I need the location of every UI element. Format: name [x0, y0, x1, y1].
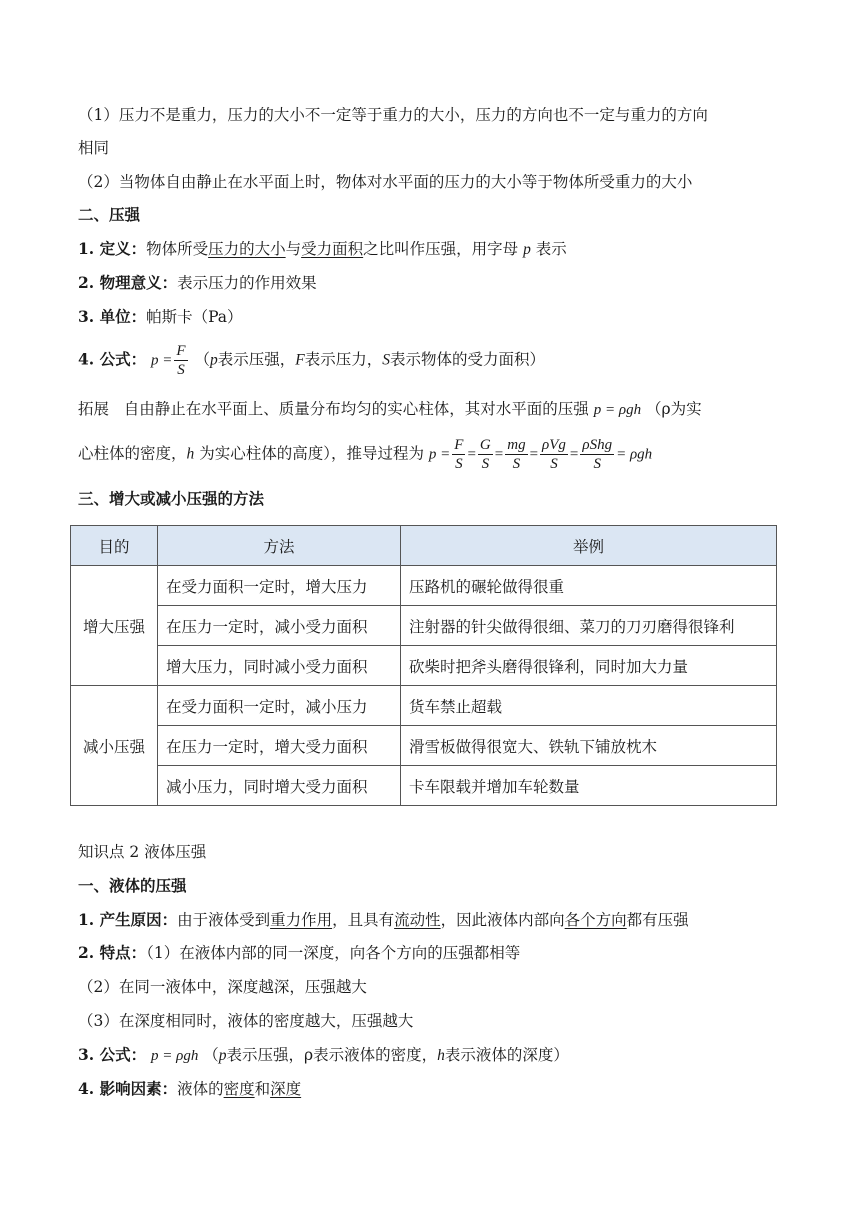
factors-text-2: 和: [254, 1080, 271, 1098]
example-cell: 卡车限载并增加车轮数量: [401, 766, 777, 806]
extension-line-1: [78, 398, 702, 421]
formula-note-text-1: 表示压强，: [217, 350, 296, 369]
derivation-fraction-1: $\frac{F}{S}$: [454, 437, 464, 472]
example-cell: 货车禁止超载: [401, 686, 777, 726]
cause-text-4: 都有压强: [626, 911, 689, 929]
formula-note-open: （: [194, 350, 211, 369]
definition-underline-1: 压力的大小: [208, 240, 286, 258]
unit-label: 3. 单位：: [78, 307, 147, 326]
factors-underline-1: 密度: [223, 1080, 255, 1098]
definition-text-4: 表示: [535, 240, 567, 258]
table-header-row: [71, 526, 777, 566]
table-row: [71, 686, 777, 726]
example-cell: 滑雪板做得很宽大、铁轨下铺放枕木: [401, 726, 777, 766]
extension-text-1: 自由静止在水平面上、质量分布均匀的实心柱体，其对水平面的压强: [123, 400, 589, 418]
feature-3: （3）在深度相同时，液体的密度越大，压强越大: [78, 1012, 414, 1030]
extension-h: h: [186, 445, 195, 463]
definition-line: [78, 238, 567, 261]
example-cell: 压路机的碾轮做得很重: [401, 566, 777, 606]
note-1-line-1: （1）压力不是重力，压力的大小不一定等于重力的大小，压力的方向也不一定与重力的方向: [78, 106, 708, 124]
formula-note-p: p: [210, 351, 218, 369]
example-cell: 砍柴时把斧头磨得很锋利，同时加大力量: [401, 646, 777, 686]
factors-label: 4. 影响因素：: [78, 1079, 178, 1098]
method-cell: 增大压力，同时减小受力面积: [158, 646, 401, 686]
extension-text-2: （ρ为实: [646, 400, 702, 418]
unit-line: [78, 306, 243, 328]
liquid-pressure-subtitle: 一、液体的压强: [78, 876, 187, 895]
definition-text-2: 与: [285, 240, 302, 258]
factors-underline-2: 深度: [270, 1080, 302, 1098]
cause-underline-3: 各个方向: [564, 911, 627, 929]
cause-underline-2: 流动性: [394, 911, 441, 929]
method-cell: 在受力面积一定时，减小压力: [158, 686, 401, 726]
derivation-end: = ρgh: [616, 446, 653, 463]
factors-line: [78, 1078, 301, 1100]
formula-note-f: F: [295, 351, 305, 369]
table-row: [71, 646, 777, 686]
purpose-increase: 增大压强: [71, 566, 158, 686]
liquid-formula-note-p: p: [218, 1047, 227, 1064]
note-1-line-2: 相同: [78, 139, 110, 157]
header-purpose: 目的: [71, 526, 158, 566]
formula-lhs: p =: [151, 352, 173, 369]
cause-text-3: ，因此液体内部向: [440, 911, 565, 929]
method-cell: 在压力一定时，减小受力面积: [158, 606, 401, 646]
formula-label: 4. 公式：: [78, 349, 147, 369]
derivation-fraction-5: $\frac{\text{ρShg}}{S}$: [582, 437, 613, 472]
unit-text: 帕斯卡（Pa）: [146, 308, 243, 326]
meaning-label: 2. 物理意义：: [78, 273, 178, 292]
meaning-line: [78, 272, 317, 294]
extension-text-4: 为实心柱体的高度），推导过程为: [199, 444, 424, 463]
knowledge-point-2-title: 知识点 2 液体压强: [78, 843, 207, 861]
definition-underline-2: 受力面积: [301, 240, 364, 258]
definition-text-1: 物体所受: [146, 240, 209, 258]
method-cell: 在受力面积一定时，增大压力: [158, 566, 401, 606]
factors-text-1: 液体的: [177, 1080, 224, 1098]
pressure-methods-table: [70, 525, 777, 806]
derivation-fraction-4: $\frac{\text{ρVg}}{S}$: [542, 437, 566, 472]
extension-line-2: 心柱体的密度，h 为实心柱体的高度），推导过程为 p = $\frac{F}{S}$ = $\frac{G}{S}$ = $\frac{mg}{S}$ = $\frac{\text{ρVg}}{S}$ = $\frac{\text{ρShg}}{S}$ = ρgh: [78, 437, 653, 472]
method-cell: 减小压力，同时增大受力面积: [158, 766, 401, 806]
formula-numerator: F: [176, 343, 186, 359]
table-row: [71, 766, 777, 806]
definition-text-3: 之比叫作压强，用字母: [363, 240, 519, 258]
formula-note-s: S: [382, 351, 391, 369]
liquid-formula-note-open: （: [203, 1046, 219, 1064]
formula-line: [78, 342, 545, 379]
liquid-formula-line: [78, 1044, 569, 1067]
formula-note-text-2: 表示压力，: [304, 350, 383, 369]
formula-fraction: [174, 342, 187, 379]
definition-symbol: p: [523, 241, 531, 258]
derivation-fraction-2: $\frac{G}{S}$: [479, 437, 491, 472]
cause-underline-1: 重力作用: [270, 911, 333, 929]
cause-text-2: ，且具有: [332, 911, 395, 929]
derivation-lhs: p =: [428, 446, 451, 463]
feature-2: （2）在同一液体中，深度越深，压强越大: [78, 978, 367, 996]
extension-formula: p = ρgh: [593, 402, 642, 418]
formula-denominator: S: [177, 362, 185, 378]
header-example: 举例: [401, 526, 777, 566]
liquid-formula-note-h: h: [437, 1047, 445, 1064]
table-row: [71, 726, 777, 766]
method-cell: 在压力一定时，增大受力面积: [158, 726, 401, 766]
meaning-text: 表示压力的作用效果: [177, 274, 317, 292]
derivation-fraction-3: $\frac{mg}{S}$: [507, 437, 526, 472]
header-method: 方法: [158, 526, 401, 566]
liquid-formula-note-text-1: 表示压强，ρ表示液体的密度，: [226, 1046, 438, 1064]
liquid-formula: p = ρgh: [151, 1048, 199, 1064]
cause-line: [78, 909, 689, 931]
definition-label: 1. 定义：: [78, 239, 147, 258]
formula-note-text-3: 表示物体的受力面积）: [390, 350, 546, 369]
liquid-formula-note-text-2: 表示液体的深度）: [444, 1046, 569, 1064]
feature-label: 2. 特点：: [78, 943, 147, 962]
table-row: [71, 566, 777, 606]
table-row: [71, 606, 777, 646]
liquid-formula-label: 3. 公式：: [78, 1045, 147, 1064]
section-2-title: 二、压强: [78, 205, 141, 224]
feature-1: （1）在液体内部的同一深度，向各个方向的压强都相等: [146, 944, 521, 962]
feature-line-1: [78, 942, 520, 964]
purpose-decrease: 减小压强: [71, 686, 158, 806]
cause-label: 1. 产生原因：: [78, 910, 178, 929]
cause-text-1: 由于液体受到: [177, 911, 271, 929]
section-3-title: 三、增大或减小压强的方法: [78, 489, 265, 508]
extension-text-3: 心柱体的密度，: [78, 444, 187, 463]
extension-label: 拓展: [78, 400, 110, 418]
example-cell: 注射器的针尖做得很细、菜刀的刀刃磨得很锋利: [401, 606, 777, 646]
note-2: （2）当物体自由静止在水平面上时，物体对水平面的压力的大小等于物体所受重力的大小: [78, 173, 693, 191]
